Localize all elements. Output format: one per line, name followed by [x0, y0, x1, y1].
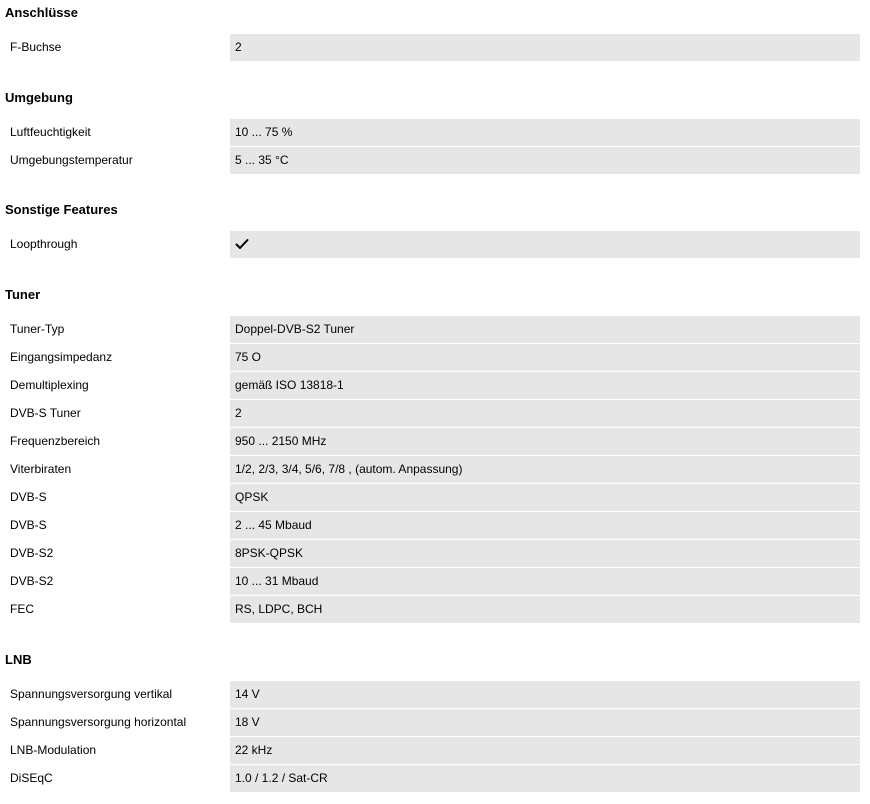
- spec-label: Umgebungstemperatur: [10, 153, 133, 167]
- spec-row: [0, 428, 870, 456]
- spec-row: [0, 568, 870, 596]
- spec-label: Tuner-Typ: [10, 322, 65, 336]
- section-title: LNB: [5, 652, 32, 667]
- spec-row: [0, 231, 870, 259]
- spec-row: [0, 484, 870, 512]
- spec-row: [0, 456, 870, 484]
- spec-value: 5 ... 35 °C: [230, 147, 860, 174]
- spec-label: Frequenzbereich: [10, 434, 101, 448]
- spec-row: [0, 119, 870, 147]
- spec-value: 1.0 / 1.2 / Sat-CR: [230, 765, 860, 792]
- spec-table: [0, 316, 870, 624]
- section-title: Umgebung: [5, 90, 73, 105]
- spec-label: DVB-S2: [10, 546, 54, 560]
- spec-value: [230, 231, 860, 258]
- spec-value: 2: [230, 34, 860, 61]
- spec-value: gemäß ISO 13818-1: [230, 372, 860, 399]
- spec-label: Viterbiraten: [10, 462, 72, 476]
- spec-label: DVB-S: [10, 518, 47, 532]
- spec-table: [0, 231, 870, 259]
- spec-label: F-Buchse: [10, 40, 62, 54]
- spec-row: [0, 737, 870, 765]
- spec-row: [0, 34, 870, 62]
- spec-row: [0, 316, 870, 344]
- spec-row: [0, 709, 870, 737]
- spec-label: DVB-S: [10, 490, 47, 504]
- spec-value: QPSK: [230, 484, 860, 511]
- spec-value: 14 V: [230, 681, 860, 708]
- section-title: Tuner: [5, 287, 41, 302]
- spec-value: 2: [230, 400, 860, 427]
- spec-row: [0, 765, 870, 793]
- spec-value: Doppel-DVB-S2 Tuner: [230, 316, 860, 343]
- spec-value: 2 ... 45 Mbaud: [230, 512, 860, 539]
- spec-row: [0, 147, 870, 175]
- spec-value: 950 ... 2150 MHz: [230, 428, 860, 455]
- spec-label: Demultiplexing: [10, 378, 89, 392]
- spec-value: 8PSK-QPSK: [230, 540, 860, 567]
- spec-row: [0, 512, 870, 540]
- spec-row: [0, 400, 870, 428]
- section-title: Anschlüsse: [5, 5, 78, 20]
- spec-value: 22 kHz: [230, 737, 860, 764]
- spec-value: 10 ... 31 Mbaud: [230, 568, 860, 595]
- checkmark-icon: [235, 238, 249, 250]
- spec-label: Luftfeuchtigkeit: [10, 125, 91, 139]
- spec-value: 10 ... 75 %: [230, 119, 860, 146]
- spec-label: FEC: [10, 602, 34, 616]
- spec-table: [0, 34, 870, 62]
- spec-label: Spannungsversorgung horizontal: [10, 715, 187, 729]
- spec-table: [0, 119, 870, 175]
- spec-value: 18 V: [230, 709, 860, 736]
- spec-label: LNB-Modulation: [10, 743, 97, 757]
- spec-table: [0, 681, 870, 793]
- spec-value: 75 O: [230, 344, 860, 371]
- spec-row: [0, 596, 870, 624]
- spec-label: Loopthrough: [10, 237, 78, 251]
- spec-row: [0, 344, 870, 372]
- spec-label: DVB-S2: [10, 574, 54, 588]
- spec-row: [0, 372, 870, 400]
- spec-value: 1/2, 2/3, 3/4, 5/6, 7/8 , (autom. Anpassung): [230, 456, 860, 483]
- section-title: Sonstige Features: [5, 202, 118, 217]
- spec-label: Spannungsversorgung vertikal: [10, 687, 173, 701]
- spec-label: DiSEqC: [10, 771, 53, 785]
- spec-label: Eingangsimpedanz: [10, 350, 113, 364]
- spec-label: DVB-S Tuner: [10, 406, 81, 420]
- spec-row: [0, 540, 870, 568]
- spec-value: RS, LDPC, BCH: [230, 596, 860, 623]
- spec-row: [0, 681, 870, 709]
